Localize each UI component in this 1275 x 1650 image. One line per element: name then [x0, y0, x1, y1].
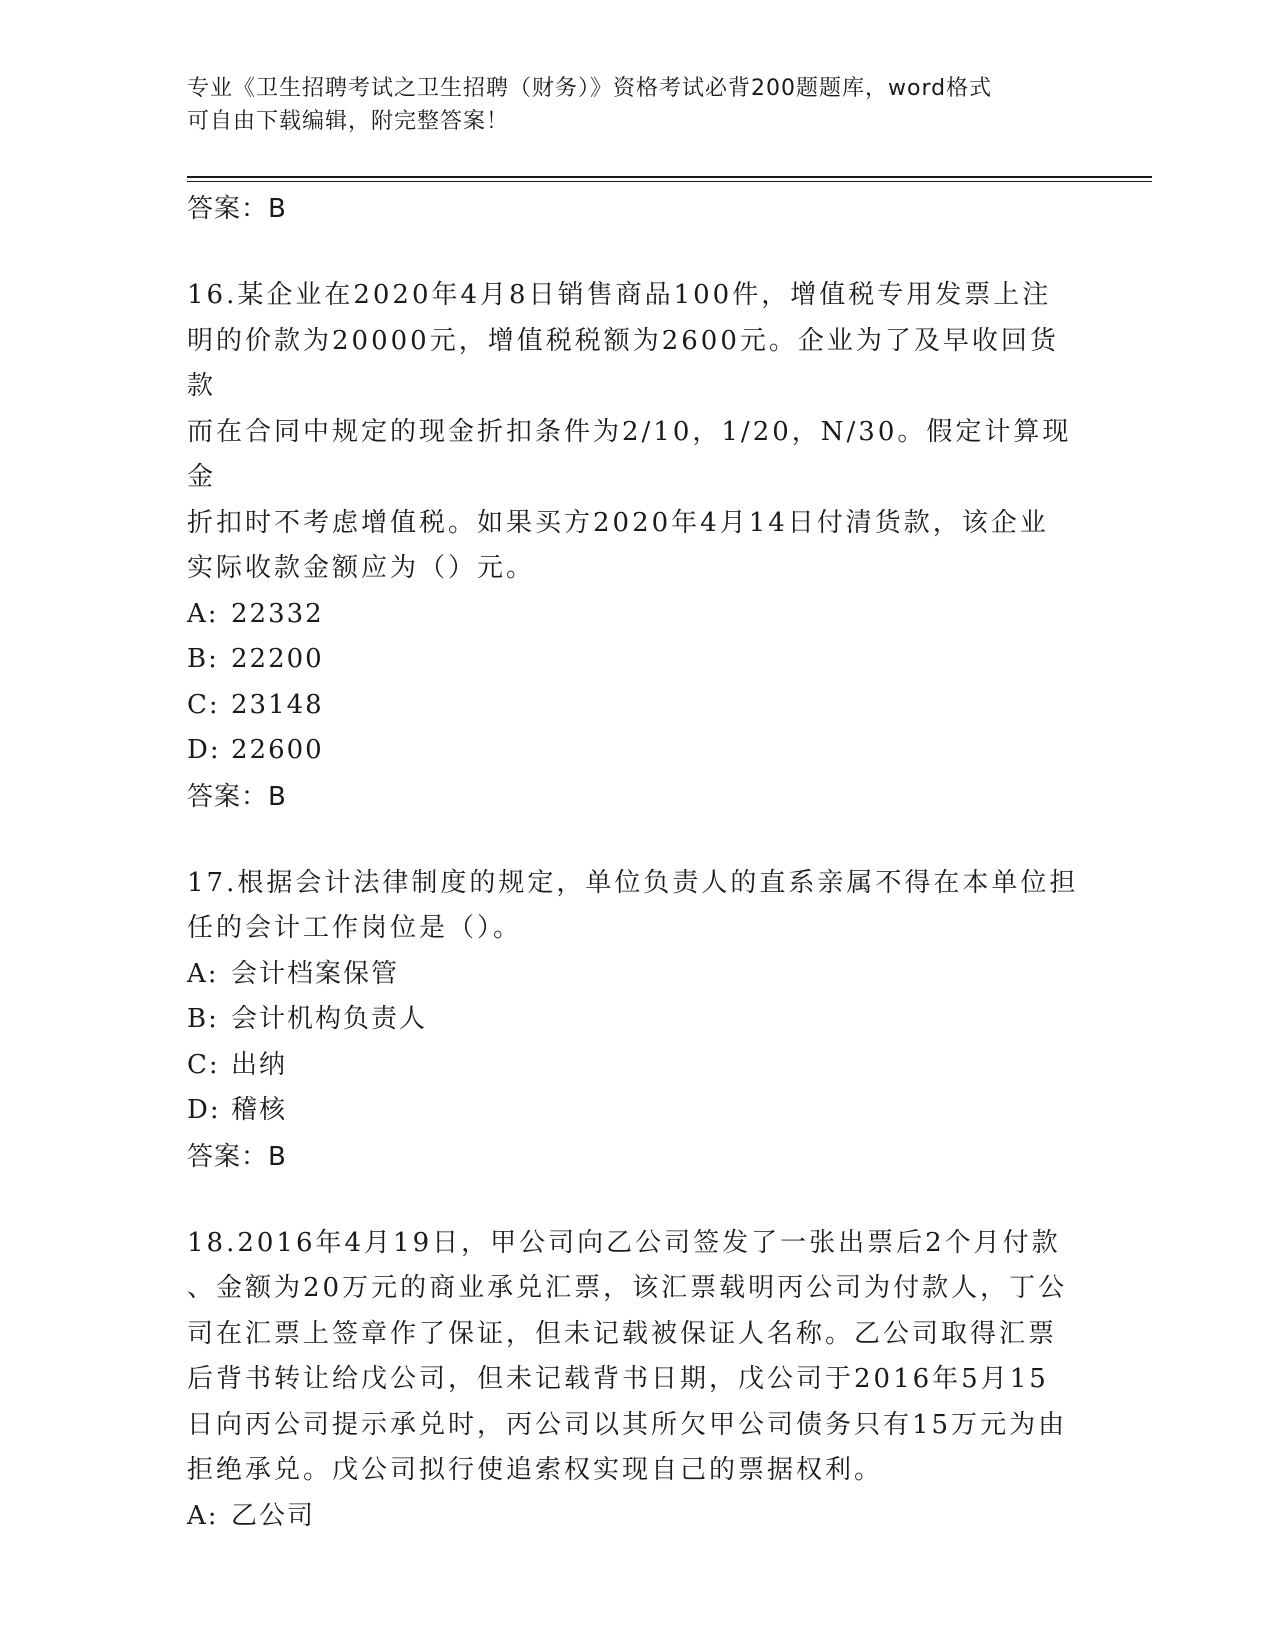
option-d	[187, 1088, 1082, 1134]
stem-line: 、金额为20万元的商业承兑汇票，该汇票载明丙公司为付款人，丁公	[187, 1273, 1068, 1303]
stem-line: 日向丙公司提示承兑时，丙公司以其所欠甲公司债务只有15万元为由	[187, 1409, 1068, 1440]
stem-line: 17.根据会计法律制度的规定，单位负责人的直系亲属不得在本单位担	[187, 867, 1079, 898]
document-body	[187, 186, 1082, 1539]
answer-line: 答案：B	[187, 1141, 287, 1172]
answer-line: 答案：B	[187, 781, 287, 812]
option-d	[187, 728, 1082, 774]
stem-line: 明的价款为20000元，增值税税额为2600元。企业为了及早收回货款	[187, 325, 1059, 401]
question-stem	[187, 1221, 1082, 1494]
option-text: 稽核	[231, 1095, 288, 1125]
option-c	[187, 683, 1082, 729]
option-text: 22600	[231, 735, 324, 765]
question-stem	[187, 861, 1082, 952]
option-text: 会计档案保管	[231, 958, 400, 989]
header-divider	[187, 176, 1152, 178]
question-17	[187, 861, 1082, 1180]
option-key: B:	[187, 644, 219, 674]
option-text: 乙公司	[231, 1500, 316, 1531]
option-key: C:	[187, 689, 220, 720]
question-stem	[187, 273, 1082, 592]
answer-line: 答案：B	[187, 194, 287, 224]
question-18	[187, 1221, 1082, 1540]
stem-line: 18.2016年4月19日，甲公司向乙公司签发了一张出票后2个月付款	[187, 1227, 1061, 1258]
document-header	[187, 72, 1067, 138]
option-text: 22332	[231, 598, 324, 629]
stem-line: 而在合同中规定的现金折扣条件为2/10，1/20，N/30。假定计算现金	[187, 416, 1072, 492]
stem-line: 后背书转让给戊公司，但未记载背书日期，戊公司于2016年5月15	[187, 1364, 1049, 1394]
header-line-1: 专业《卫生招聘考试之卫生招聘（财务）》资格考试必背200题题库，word格式	[187, 76, 993, 101]
option-b	[187, 637, 1082, 683]
stem-line: 实际收款金额应为（）元。	[187, 553, 536, 583]
option-key: D:	[187, 1095, 221, 1125]
stem-line: 折扣时不考虑增值税。如果买方2020年4月14日付清货款，该企业	[187, 507, 1049, 538]
option-text: 出纳	[231, 1049, 288, 1080]
option-text: 会计机构负责人	[231, 1004, 428, 1034]
header-divider-thin	[187, 181, 1152, 182]
option-key: C:	[187, 1049, 220, 1080]
option-b	[187, 997, 1082, 1043]
option-c	[187, 1043, 1082, 1089]
stem-line: 司在汇票上签章作了保证，但未记载被保证人名称。乙公司取得汇票	[187, 1318, 1058, 1349]
option-key: A:	[187, 1500, 219, 1531]
option-key: D:	[187, 735, 221, 765]
stem-line: 拒绝承兑。戊公司拟行使追索权实现自己的票据权利。	[187, 1455, 884, 1485]
option-text: 23148	[231, 689, 324, 720]
header-line-2: 可自由下载编辑，附完整答案！	[187, 109, 510, 134]
question-16	[187, 273, 1082, 820]
option-key: B:	[187, 1004, 219, 1034]
stem-line: 任的会计工作岗位是（）。	[187, 913, 523, 943]
option-a	[187, 1494, 1082, 1540]
option-a	[187, 952, 1082, 998]
option-text: 22200	[231, 644, 324, 674]
option-key: A:	[187, 958, 219, 989]
option-key: A:	[187, 598, 219, 629]
option-a	[187, 592, 1082, 638]
stem-line: 16.某企业在2020年4月8日销售商品100件，增值税专用发票上注	[187, 280, 1052, 310]
